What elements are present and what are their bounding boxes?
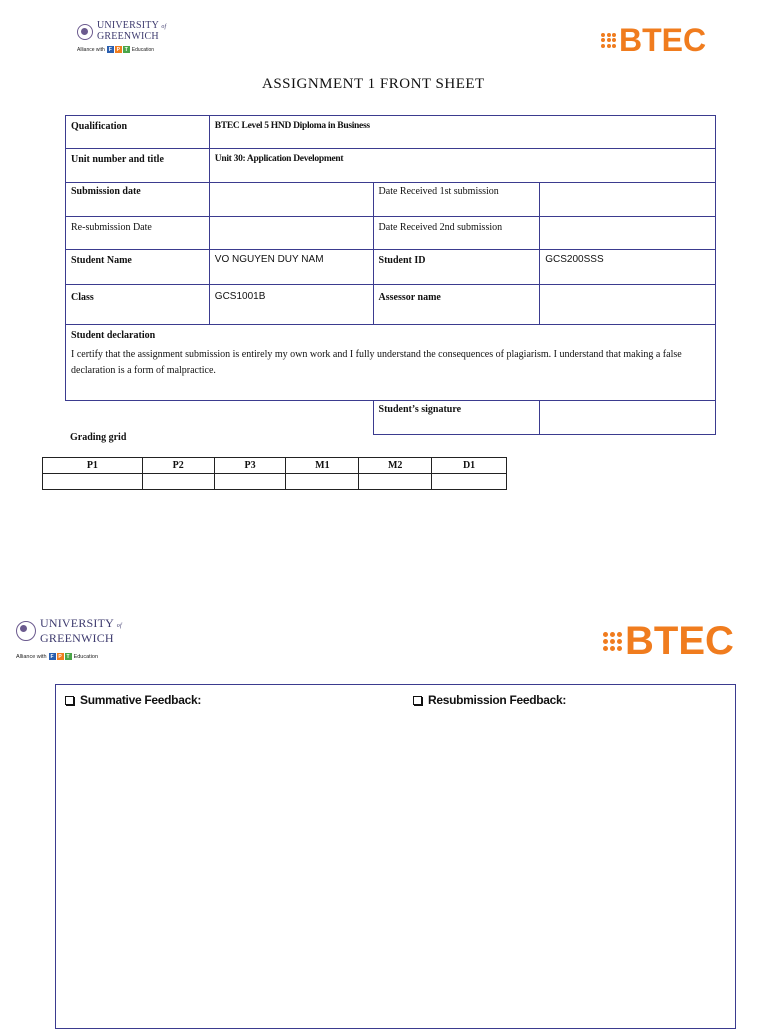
declaration-text: I certify that the assignment submission is entirely my own work and I fully understand the consequences of plagiarism. I understand that making a false declaration is a form of malpractice.: [71, 349, 682, 376]
unit-value: Unit 30: Application Development: [209, 149, 715, 183]
resubmission-feedback-heading: [413, 693, 566, 707]
summative-checkbox[interactable]: [65, 696, 74, 705]
fpt-letter: P: [116, 46, 120, 53]
signature-label: Student’s signature: [373, 401, 540, 435]
student-name-value[interactable]: VO NGUYEN DUY NAM: [209, 250, 373, 285]
btec-logo: [601, 22, 706, 58]
university-name-line2: GREENWICH: [40, 631, 114, 645]
fpt-letter: T: [124, 46, 128, 53]
university-name-line1: UNIVERSITY: [97, 20, 159, 31]
fpt-logo: [107, 46, 130, 53]
grade-cell-d1[interactable]: [432, 474, 507, 490]
assessor-field[interactable]: [540, 285, 716, 325]
btec-dots-icon: [603, 632, 622, 651]
grading-grid: [42, 457, 507, 490]
alliance-prefix: Alliance with: [16, 653, 47, 660]
grade-cell-m1[interactable]: [286, 474, 359, 490]
university-of: of: [116, 623, 122, 629]
grade-header-m2: M2: [359, 458, 432, 474]
summative-feedback-heading: [65, 693, 201, 707]
fpt-logo: [49, 653, 72, 660]
date-received-2-field[interactable]: [540, 217, 716, 250]
btec-logo-2: [603, 618, 734, 664]
class-value[interactable]: GCS1001B: [209, 285, 373, 325]
grade-header-p2: P2: [142, 458, 214, 474]
alliance-suffix: Education: [131, 46, 155, 53]
feedback-box: [55, 684, 736, 1029]
qualification-label: Qualification: [66, 116, 210, 149]
student-id-value[interactable]: GCS200SSS: [540, 250, 716, 285]
submission-date-label: Submission date: [66, 183, 210, 217]
university-logo: [77, 21, 166, 53]
alliance-line: [16, 653, 122, 660]
empty-cell: [66, 401, 374, 435]
page-title: ASSIGNMENT 1 FRONT SHEET: [262, 76, 485, 92]
grade-cell-m2[interactable]: [359, 474, 432, 490]
grade-cell-p3[interactable]: [214, 474, 286, 490]
alliance-suffix: Education: [73, 653, 99, 660]
university-crest-icon: [77, 24, 93, 40]
university-logo-2: [16, 617, 122, 660]
assessor-label: Assessor name: [373, 285, 540, 325]
signature-field[interactable]: [540, 401, 716, 435]
summative-feedback-label: Summative Feedback:: [80, 693, 202, 707]
grade-header-p3: P3: [214, 458, 286, 474]
grade-header-p1: P1: [43, 458, 143, 474]
university-of: of: [161, 24, 167, 30]
class-label: Class: [66, 285, 210, 325]
student-name-label: Student Name: [66, 250, 210, 285]
fpt-letter: F: [50, 653, 54, 660]
fpt-letter: F: [108, 46, 112, 53]
alliance-line: [77, 46, 166, 53]
btec-dots-icon: [601, 33, 616, 48]
fpt-letter: P: [58, 653, 62, 660]
grade-cell-p2[interactable]: [142, 474, 214, 490]
declaration-cell: [66, 325, 716, 401]
alliance-prefix: Alliance with: [77, 46, 105, 53]
grading-grid-label: Grading grid: [70, 432, 127, 443]
grade-header-d1: D1: [432, 458, 507, 474]
grade-header-m1: M1: [286, 458, 359, 474]
university-crest-icon: [16, 621, 36, 641]
qualification-value: BTEC Level 5 HND Diploma in Business: [209, 116, 715, 149]
date-received-1-field[interactable]: [540, 183, 716, 217]
fpt-letter: T: [66, 653, 70, 660]
university-name-line1: UNIVERSITY: [40, 616, 114, 630]
date-received-2-label: Date Received 2nd submission: [373, 217, 540, 250]
declaration-label: Student declaration: [71, 330, 156, 341]
resubmission-checkbox[interactable]: [413, 696, 422, 705]
submission-date-field[interactable]: [209, 183, 373, 217]
student-id-label: Student ID: [373, 250, 540, 285]
resubmission-feedback-label: Resubmission Feedback:: [428, 693, 567, 707]
university-name-line2: GREENWICH: [97, 31, 159, 42]
grade-cell-p1[interactable]: [43, 474, 143, 490]
unit-label: Unit number and title: [66, 149, 210, 183]
date-received-1-label: Date Received 1st submission: [373, 183, 540, 217]
resubmission-date-field[interactable]: [209, 217, 373, 250]
front-sheet-table: [65, 115, 716, 435]
resubmission-date-label: Re-submission Date: [66, 217, 210, 250]
btec-wordmark: BTEC: [625, 619, 734, 663]
btec-wordmark: BTEC: [619, 22, 707, 58]
